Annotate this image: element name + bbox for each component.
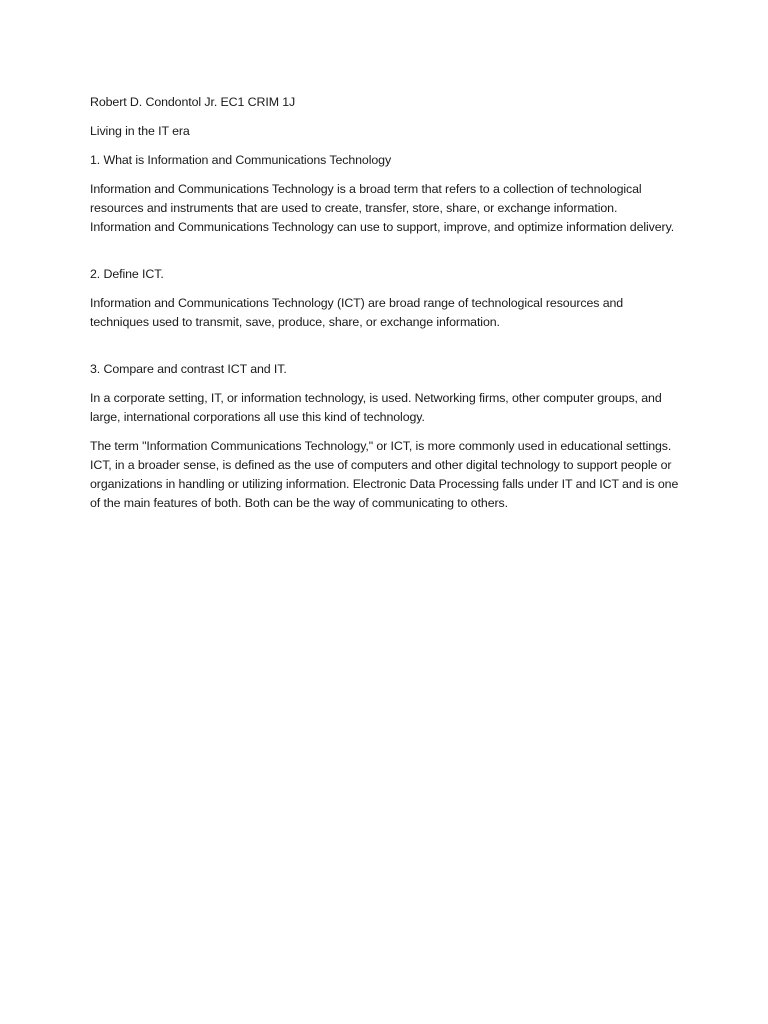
answer-2: Information and Communications Technology (ICT) are broad range of technological resources and techniques used to transmit, save, produce, share, or exchange information. bbox=[90, 296, 624, 329]
answer-3-paragraph-1: In a corporate setting, IT, or information technology, is used. Networking firms, other computer groups, and large, international corporations all use this kind of technology. bbox=[90, 391, 662, 424]
author-line: Robert D. Condontol Jr. EC1 CRIM 1J bbox=[90, 95, 296, 109]
question-2: 2. Define ICT. bbox=[90, 267, 164, 281]
answer-1: Information and Communications Technology is a broad term that refers to a collection of technological resources and instruments that are used to create, transfer, store, share, or exchange information. Information and Communications Technology can use to support, improve, and optimize information delivery. bbox=[90, 182, 675, 234]
document-body bbox=[90, 93, 680, 523]
question-3: 3. Compare and contrast ICT and IT. bbox=[90, 362, 287, 376]
question-1: 1. What is Information and Communications Technology bbox=[90, 153, 392, 167]
answer-3-paragraph-2: The term "Information Communications Technology," or ICT, is more commonly used in educational settings. ICT, in a broader sense, is defined as the use of computers and other digital technology to support people or organizations in handling or utilizing information. Electronic Data Processing falls under IT and ICT and is one of the main features of both. Both can be the way of communicating to others. bbox=[90, 439, 679, 510]
document-title: Living in the IT era bbox=[90, 124, 190, 138]
